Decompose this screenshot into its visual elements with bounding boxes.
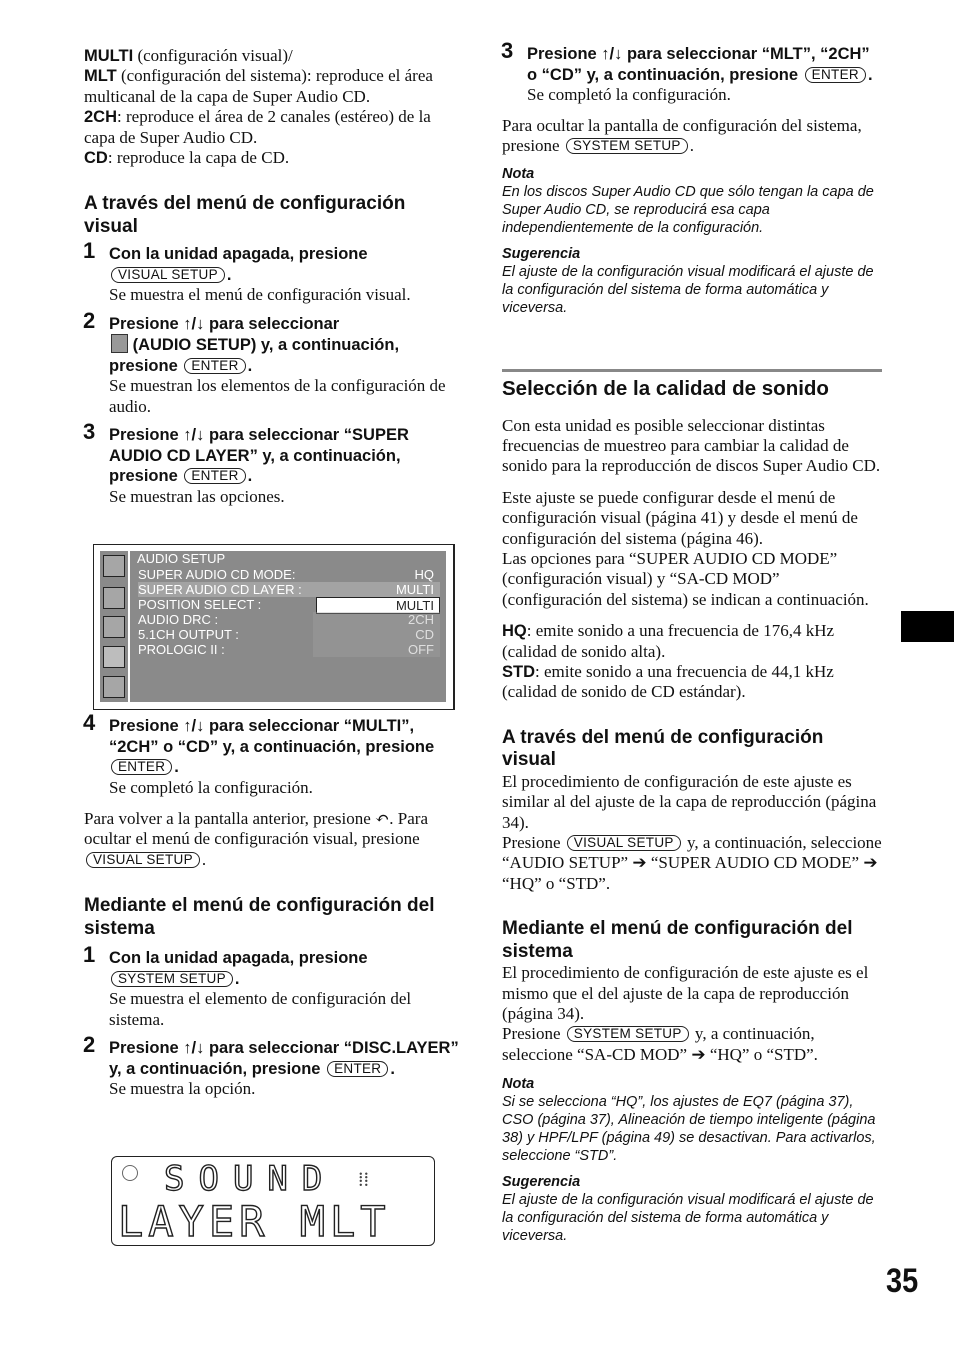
disc-settings-icon [103,555,125,577]
up-down-arrows-icon: ↑/↓ [183,717,205,735]
step-2-visual: 2 Presione ↑/↓ para seleccionar (AUDIO SETUP) y, a continuación, presione ENTER . Se muestran los elementos de la configuración de audio. [83,307,446,416]
step-4-visual: 4 Presione ↑/↓ para seleccionar “MULTI”, “2CH” o “CD” y, a continuación, presione ENTER . Se completó la configuración. [83,710,435,797]
visual-setup-key: VISUAL SETUP [567,835,681,851]
return-icon: ↶ [375,809,390,828]
hq-definition: HQ: emite sonido a una frecuencia de 176,4 kHz (calidad de sonido alta). [502,621,835,661]
subsection-system-text: El procedimiento de configuración de este ajuste es el mismo que el del ajuste de la capa de reproducción (página 34). [502,963,869,1024]
audio-setup-icon [111,334,128,353]
subsection-visual-menu: A través del menú de configuración visual [502,726,824,771]
right-column-lower [502,378,882,1245]
step-number: 1 [83,238,96,264]
main-section-title: Selección de la calidad de sonido [502,377,829,400]
subsection-system-menu: Mediante el menú de configuración del sistema [502,918,853,962]
tip-2: Sugerencia El ajuste de la configuración visual modificará el ajuste de la configuración del sistema de forma automática y viceversa. [502,1174,874,1245]
left-column [84,46,462,507]
osd-row-selected: SUPER AUDIO CD LAYER : MULTI [138,582,440,597]
intro-cd: CD: reproduce la capa de CD. [84,148,290,168]
system-setup-key: SYSTEM SETUP [566,138,688,154]
intro-mlt: MLT (configuración del sistema): reproduce el área multicanal de la capa de Super Audio CD. [84,66,433,106]
visual-setup-key: VISUAL SETUP [111,267,225,283]
section-title-visual-menu: A través del menú de configuración visual [84,193,406,237]
arrow-icon: ➔ [691,1044,706,1064]
subsection-visual-text: El procedimiento de configuración de este ajuste es similar al del ajuste de la capa de reproducción (página 34). [502,771,877,832]
section-title-system-menu: Mediante el menú de configuración del sistema [84,895,435,939]
osd-row: AUDIO DRC : 2CH [138,612,434,627]
right-column [501,38,882,317]
return-instructions: Para volver a la pantalla anterior, presione ↶. Para ocultar el menú de configuración visual, presione VISUAL SETUP . [84,809,428,869]
step-2-system: 2 Presione ↑/↓ para seleccionar “DISC.LAYER” y, a continuación, presione ENTER . Se muestra la opción. [83,1032,459,1099]
up-down-arrows-icon: ↑/↓ [183,426,205,445]
disc-icon [122,1165,138,1181]
osd-row: SUPER AUDIO CD MODE: HQ [138,567,434,582]
level-meter-icon: ⁞⁞ [358,1167,370,1191]
intro-2ch: 2CH: reproduce el área de 2 canales (estéreo) de la capa de Super Audio CD. [84,107,431,147]
custom-icon [103,616,125,638]
paragraph-1: Con esta unidad es posible seleccionar distintas frecuencias de muestreo para cambiar la calidad de sonido para la reproducción de discos Super Audio CD. [502,415,881,476]
paragraph-3: Las opciones para “SUPER AUDIO CD MODE” (configuración visual) y “SA-CD MOD” (configuración del sistema) se indican a continuación. [502,548,869,609]
subsection-visual-press: Presione VISUAL SETUP y, a continuación, seleccione “AUDIO SETUP” ➔ “SUPER AUDIO CD MODE” ➔ “HQ” o “STD”. [502,833,882,893]
page-number: 35 [886,1262,919,1300]
left-column-lower [83,710,462,1100]
osd-options-panel [313,612,440,657]
visual-setup-key: VISUAL SETUP [86,852,200,868]
system-setup-key: SYSTEM SETUP [567,1026,689,1042]
arrow-icon: ➔ [632,853,647,873]
audio-setup-icon [103,646,125,668]
osd-sidebar [100,551,128,702]
lcd-line-2: LAYER MLT [118,1197,391,1246]
step-1-visual: 1 Con la unidad apagada, presione VISUAL SETUP . Se muestra el menú de configuración visual. [83,238,411,305]
intro-multi: MULTI (configuración visual)/ [84,46,293,65]
speaker-icon [103,676,125,698]
up-down-arrows-icon: ↑/↓ [601,45,623,63]
subsection-system-press: Presione SYSTEM SETUP y, a continuación, seleccione “SA-CD MOD” ➔ “HQ” o “STD”. [502,1024,818,1064]
enter-key: ENTER [184,468,245,484]
hide-instructions: Para ocultar la pantalla de configuración del sistema, presione SYSTEM SETUP . [502,115,862,155]
osd-row: 5.1CH OUTPUT : CD [138,627,434,642]
tip-1: Sugerencia El ajuste de la configuración visual modificará el ajuste de la configuración del sistema de forma automática y viceversa. [502,246,874,317]
osd-main [130,551,446,702]
osd-row: POSITION SELECT : MULTI [138,597,440,612]
step-1-system: 1 Con la unidad apagada, presione SYSTEM SETUP . Se muestra el elemento de configuración del sistema. [83,942,412,1029]
arrow-icon: ➔ [863,853,878,873]
paragraph-2: Este ajuste se puede configurar desde el menú de configuración visual (página 41) y desde el menú de configuración del sistema (página 46). [502,487,858,548]
note-2: Nota Si se selecciona “HQ”, los ajustes de EQ7 (página 37), CSO (página 37), Alineación de tiempo inteligente (página 38) y HPF/LPF (página 49) se desactivan. Para activarlos, seleccione “STD”. [502,1076,876,1165]
up-down-arrows-icon: ↑/↓ [183,314,205,333]
audio-setup-screen [93,544,455,710]
note-1: Nota En los discos Super Audio CD que sólo tengan la capa de Super Audio CD, se reproducirá esa capa independientemente de la configuración. [502,166,874,237]
up-down-arrows-icon: ↑/↓ [183,1039,205,1058]
osd-row: PROLOGIC II : OFF [138,642,434,657]
system-setup-key: SYSTEM SETUP [111,971,233,987]
lcd-display [111,1156,435,1246]
step-3-system: 3 Presione ↑/↓ para seleccionar “MLT”, “2CH” o “CD” y, a continuación, presione ENTER . Se completó la configuración. [501,38,873,104]
step-3-visual: 3 Presione ↑/↓ para seleccionar “SUPER AUDIO CD LAYER” y, a continuación, presione ENTER . Se muestran las opciones. [83,419,409,506]
enter-key: ENTER [327,1061,388,1077]
lcd-line-1: SOUND [164,1159,337,1199]
section-rule [502,369,882,372]
enter-key: ENTER [184,358,245,374]
enter-key: ENTER [805,67,866,83]
section-tab-marker [901,611,954,642]
enter-key: ENTER [111,759,172,775]
osd-title: AUDIO SETUP [137,551,226,566]
monitor-icon [103,587,125,609]
std-definition: STD: emite sonido a una frecuencia de 44,1 kHz (calidad de sonido de CD estándar). [502,661,834,702]
